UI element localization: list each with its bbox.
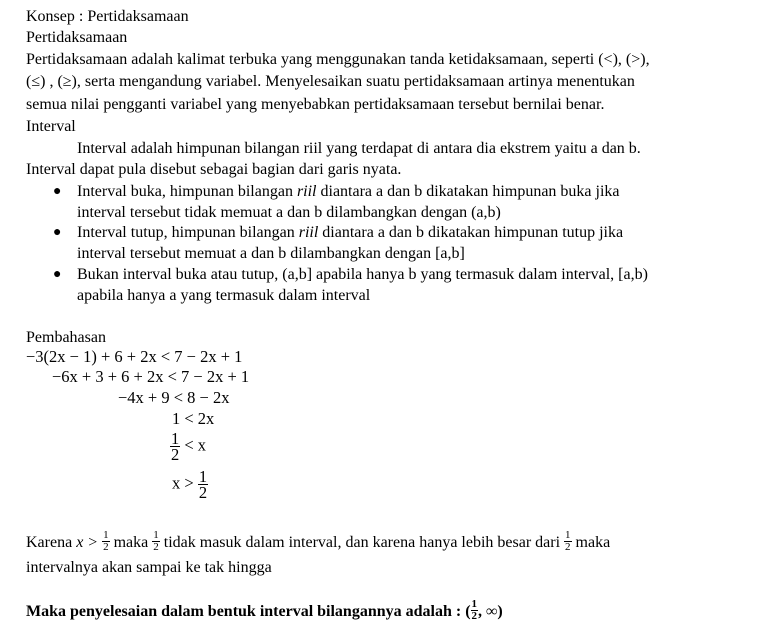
bullet-continuation: interval tersebut tidak memuat a dan b dilambangkan dengan (a,b) <box>77 204 501 221</box>
equation-step-1: −3(2x − 1) + 6 + 2x < 7 − 2x + 1 <box>26 347 243 366</box>
equation-step-6 <box>172 469 208 500</box>
karena-sentence-2: intervalnya akan sampai ke tak hingga <box>26 559 272 576</box>
bullet-text: Interval buka, himpunan bilangan <box>77 183 297 200</box>
bullet-open-interval <box>77 182 620 201</box>
bullet-text: diantara a dan b dikatakan himpunan buka jika <box>316 183 620 200</box>
fraction-one-half: $\frac{1}{2}$ <box>565 529 571 553</box>
interval-definition-2: Interval dapat pula disebut sebagai bagian dari garis nyata. <box>26 161 402 178</box>
equation-step-5 <box>170 431 206 462</box>
bullet-text: diantara a dan b dikatakan himpunan tutup jika <box>318 224 624 241</box>
inline-math: x > <box>76 534 103 552</box>
fraction-one-half: $\frac{1}{2}$ <box>153 529 159 553</box>
bullet-icon: ● <box>53 225 62 240</box>
bullet-half-open: Bukan interval buka atau tutup, (a,b] apabila hanya b yang termasuk dalam interval, [a,b) <box>77 266 648 283</box>
equation-step-4: 1 < 2x <box>172 409 215 428</box>
karena-sentence <box>26 529 611 555</box>
equation-step-3: −4x + 9 < 8 − 2x <box>118 388 230 407</box>
equation-text: x > <box>172 473 198 493</box>
bullet-closed-interval <box>77 223 623 242</box>
bullet-italic: riil <box>296 183 317 200</box>
fraction-one-half: $\frac{1}{2}$ <box>198 467 208 502</box>
karena-text: maka <box>109 534 153 552</box>
bullet-italic: riil <box>298 224 319 241</box>
fraction-one-half: $\frac{1}{2}$ <box>103 529 109 553</box>
answer-infinity: , ∞) <box>478 603 503 621</box>
answer-bracket: ( <box>465 603 471 621</box>
karena-text: tidak masuk dalam interval, dan karena hanya lebih besar dari <box>159 534 565 552</box>
fraction-one-half: $\frac{1}{2}$ <box>171 429 180 464</box>
subheading: Pertidaksamaan <box>26 29 128 46</box>
pembahasan-heading: Pembahasan <box>26 329 106 346</box>
karena-text: maka <box>571 534 611 552</box>
bullet-continuation: apabila hanya a yang termasuk dalam interval <box>77 287 371 304</box>
paragraph-line: semua nilai pengganti variabel yang menyebabkan pertidaksamaan tersebut bernilai benar. <box>26 96 605 113</box>
karena-text: Karena <box>26 534 77 552</box>
paragraph-line: Pertidaksamaan adalah kalimat terbuka yang menggunakan tanda ketidaksamaan, seperti (<), (>), <box>26 51 650 68</box>
equation-text: < x <box>180 435 207 455</box>
bullet-text: Interval tutup, himpunan bilangan <box>77 224 299 241</box>
interval-definition: Interval adalah himpunan bilangan riil yang terdapat di antara dia ekstrem yaitu a dan b. <box>77 140 641 157</box>
bullet-continuation: interval tersebut memuat a dan b dilambangkan dengan [a,b] <box>77 245 465 262</box>
paragraph-line: (≤) , (≥), serta mengandung variabel. Menyelesaikan suatu pertidaksamaan artinya menentukan <box>26 73 635 90</box>
concept-title: Konsep : Pertidaksamaan <box>26 8 189 25</box>
answer-text: Maka penyelesaian dalam bentuk interval bilangannya adalah : <box>26 603 466 621</box>
final-answer <box>26 598 503 624</box>
interval-heading: Interval <box>26 118 76 135</box>
bullet-icon: ● <box>53 267 62 282</box>
fraction-one-half: $\frac{1}{2}$ <box>471 598 478 622</box>
equation-step-2: −6x + 3 + 6 + 2x < 7 − 2x + 1 <box>52 367 250 386</box>
bullet-icon: ● <box>53 184 62 199</box>
